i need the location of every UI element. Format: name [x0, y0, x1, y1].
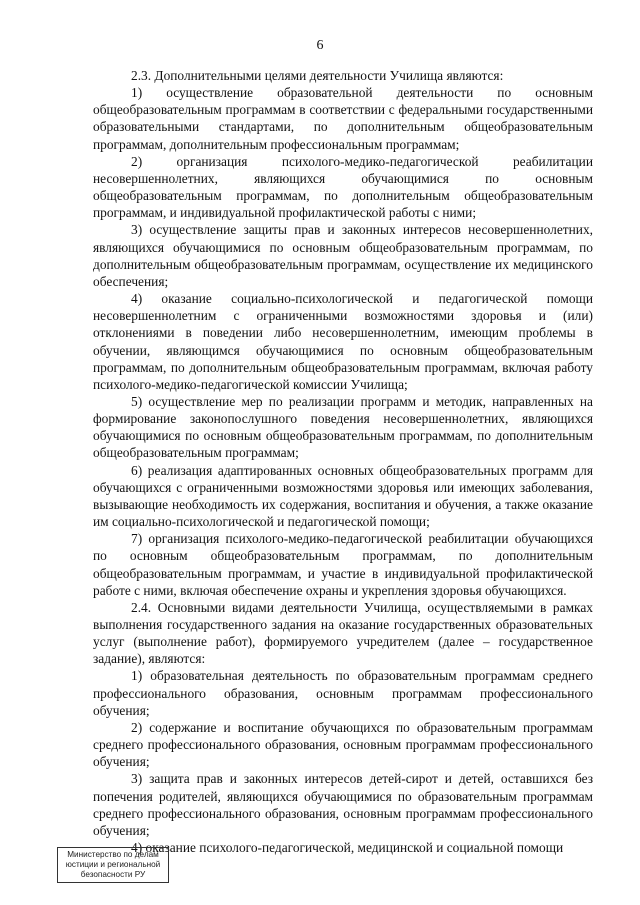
paragraph-item: 2) организация психолого-медико-педагогической реабилитации несовершеннолетних, являющихся обучающимися по основным общеобразовательным программам, по дополнительным общеобразовательным программам, и индивидуальной профилактической работы с ними;: [93, 153, 593, 221]
paragraph-item: 2) содержание и воспитание обучающихся по образовательным программам среднего профессионального образования, основным программам профессионального обучения;: [93, 719, 593, 770]
paragraph-item: 4) оказание социально-психологической и педагогической помощи несовершеннолетним с ограниченными возможностями здоровья и (или) отклонениями в поведении либо несовершеннолетним, имеющим проблемы в обучении, являющимся обучающимися по основным общеобразовательным программам, по дополнительным общеобразовательным программам, включая работу психолого-медико-педагогической комиссии Училища;: [93, 291, 593, 392]
paragraph-2-3-heading: 2.3. Дополнительными целями деятельности Училища являются:: [131, 68, 504, 83]
stamp-line: юстиции и региональной: [65, 860, 161, 869]
stamp-line: безопасности РУ: [80, 870, 146, 879]
paragraph-item: 6) реализация адаптированных основных общеобразовательных программ для обучающихся с ограниченными возможностями здоровья или имеющих заболевания, вызывающие необходимость их содержания, воспитания и обучения, а также оказание им социально-психологической и педагогической помощи;: [93, 462, 593, 530]
document-body: [93, 67, 593, 856]
paragraph-2-4-heading: 2.4. Основными видами деятельности Училища, осуществляемыми в рамках выполнения государственного задания на оказание государственных образовательных услуг (выполнение работ), формируемого учредителем (далее – государственное задание), являются:: [93, 599, 593, 667]
paragraph-item: 7) организация психолого-медико-педагогической реабилитации обучающихся по основным общеобразовательным программам, по дополнительным общеобразовательным программам, и участие в индивидуальной профилактической работе с ними, включая обеспечение охраны и укрепления здоровья обучающихся.: [93, 531, 593, 598]
paragraph-item: 1) образовательная деятельность по образовательным программам среднего профессионального образования, основным программам профессионального обучения;: [93, 668, 593, 718]
registration-stamp: [57, 847, 169, 883]
paragraph-item: 5) осуществление мер по реализации программ и методик, направленных на формирование законопослушного поведения несовершеннолетних, являющихся обучающимися по основным общеобразовательным программам, по дополнительным общеобразовательным программам;: [93, 393, 593, 461]
paragraph-item: 3) защита прав и законных интересов детей-сирот и детей, оставшихся без попечения родителей, являющихся обучающимися по образовательным программам среднего профессионального образования, основным программам профессионального обучения;: [93, 771, 593, 838]
stamp-line: Министерство по делам: [67, 850, 159, 859]
page-number: 6: [316, 38, 324, 53]
paragraph-item: 3) осуществление защиты прав и законных интересов несовершеннолетних, являющихся обучающимися по основным общеобразовательным программам, по дополнительным общеобразовательным программам, осуществление их медицинского обеспечения;: [93, 222, 593, 289]
paragraph-item: 1) осуществление образовательной деятельности по основным общеобразовательным программам в соответствии с федеральными государственными образовательными стандартами, по дополнительным общеобразовательным программам, дополнительным профессиональным программам;: [93, 85, 593, 152]
paragraph-item: 4) оказание психолого-педагогической, медицинской и социальной помощи: [131, 840, 564, 856]
